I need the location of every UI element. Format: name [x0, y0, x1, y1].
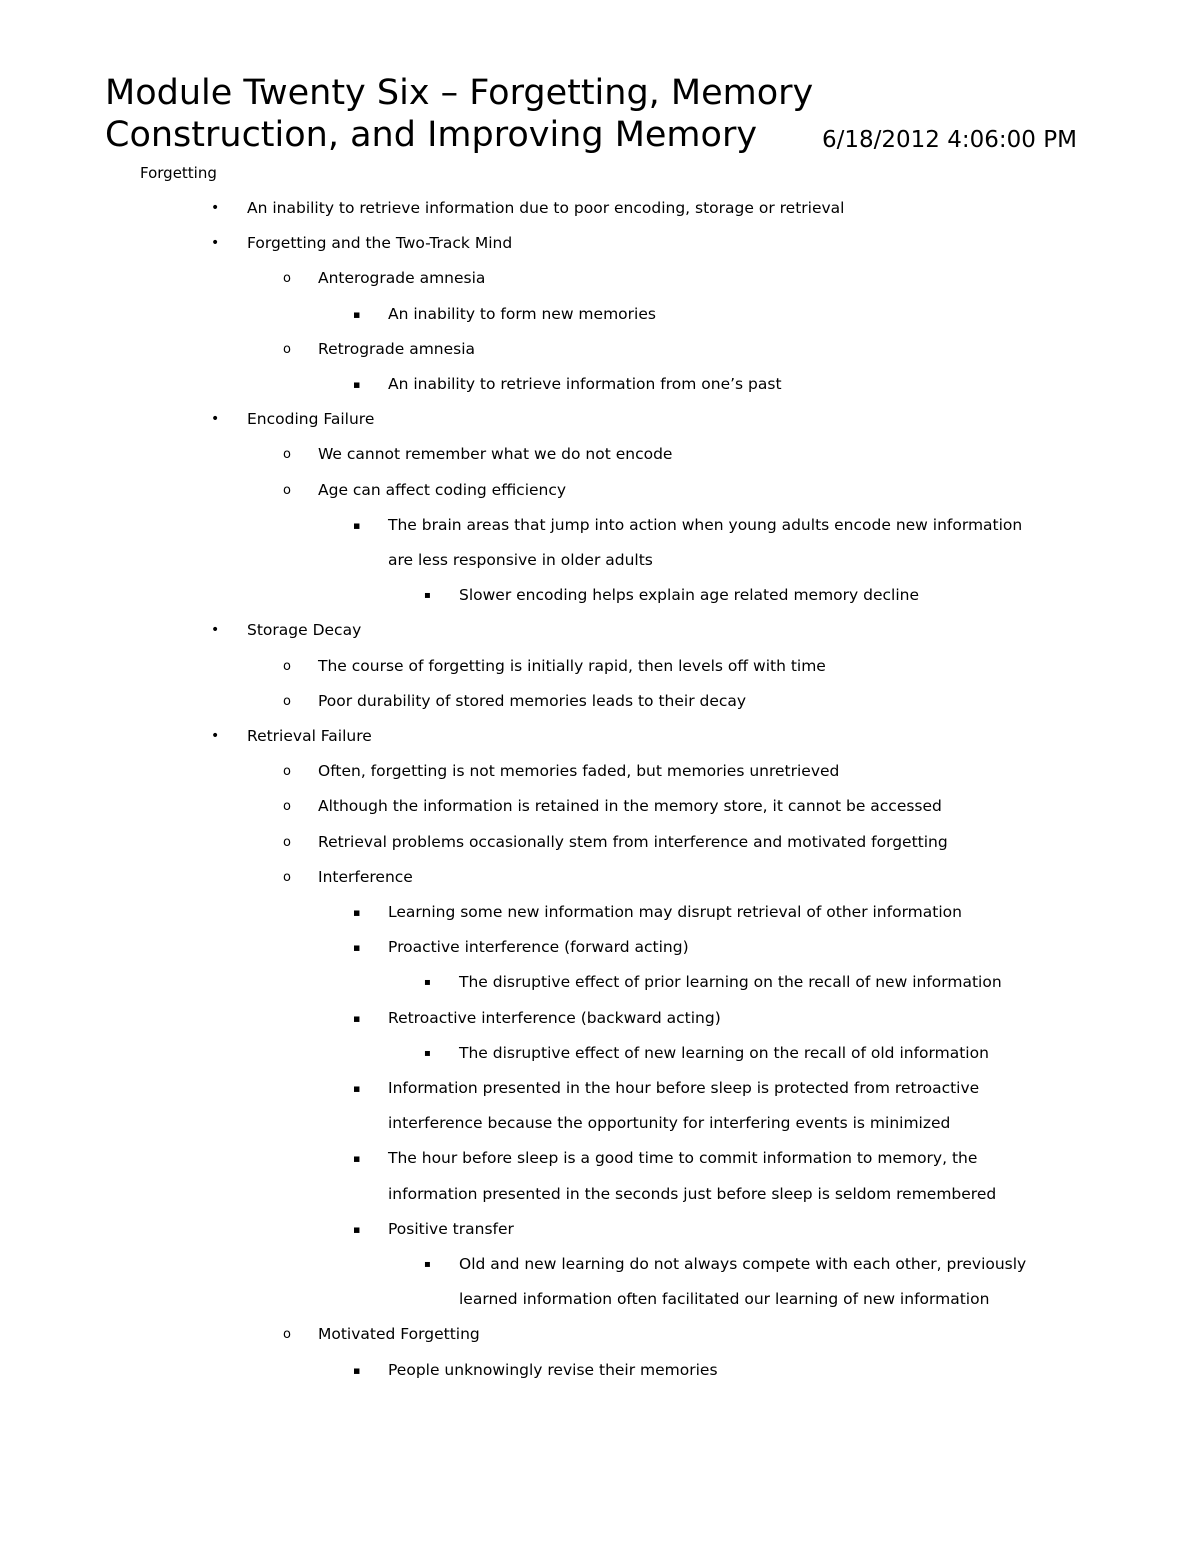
bullet-marker: o: [283, 1327, 291, 1343]
bullet-marker: o: [283, 834, 291, 850]
outline-item-text: Retrograde amnesia: [318, 339, 476, 358]
outline-item-text: Learning some new information may disrupt retrieval of other information: [388, 903, 962, 921]
outline-item-text: interference because the opportunity for interfering events is minimized: [388, 1114, 951, 1133]
outline-item-text: An inability to form new memories: [388, 304, 656, 323]
outline-item-text: Although the information is retained in the memory store, it cannot be accessed: [318, 797, 942, 816]
bullet-marker: o: [283, 799, 291, 815]
bullet-marker: ▪: [353, 1082, 361, 1095]
outline-item-text: learned information often facilitated our learning of new information: [459, 1290, 990, 1309]
outline-item-text: Retroactive interference (backward acting): [388, 1008, 721, 1027]
outline-item-text: The brain areas that jump into action when young adults encode new information: [388, 515, 1023, 534]
bullet-marker: ▪: [353, 378, 361, 391]
outline-item-text: We cannot remember what we do not encode: [318, 445, 673, 464]
bullet-marker: o: [283, 869, 291, 885]
outline-item-text: The disruptive effect of prior learning on the recall of new information: [459, 973, 1002, 992]
outline-item-text: Proactive interference (forward acting): [388, 938, 689, 957]
outline-item-text: An inability to retrieve information from one’s past: [388, 375, 782, 393]
outline-item-text: The course of forgetting is initially rapid, then levels off with time: [318, 656, 826, 675]
outline-item-text: Storage Decay: [247, 621, 362, 640]
bullet-marker: ▪: [353, 1363, 361, 1377]
outline-item-text: Age can affect coding efficiency: [318, 480, 567, 499]
outline-item-text: Information presented in the hour before sleep is protected from retroactive: [388, 1079, 980, 1097]
outline-item-text: Retrieval Failure: [247, 727, 372, 745]
bullet-marker: o: [283, 693, 291, 709]
outline-item-text: An inability to retrieve information due to poor encoding, storage or retrieval: [247, 199, 845, 217]
bullet-marker: •: [211, 411, 220, 428]
bullet-marker: ▪: [424, 1259, 431, 1270]
bullet-marker: ▪: [353, 941, 361, 955]
outline-item-text: Anterograde amnesia: [318, 269, 486, 288]
outline-item-text: The disruptive effect of new learning on the recall of old information: [459, 1043, 989, 1062]
bullet-marker: o: [283, 271, 291, 287]
outline-item-text: People unknowingly revise their memories: [388, 1360, 718, 1379]
bullet-marker: ▪: [353, 1222, 361, 1236]
outline-item-text: Often, forgetting is not memories faded, but memories unretrieved: [318, 762, 840, 781]
outline-item-text: Forgetting and the Two-Track Mind: [247, 234, 513, 253]
bullet-marker: •: [211, 200, 220, 216]
bullet-marker: ▪: [353, 518, 361, 532]
bullet-marker: ▪: [353, 906, 361, 919]
section-heading: Forgetting: [140, 164, 217, 182]
bullet-marker: o: [283, 764, 291, 780]
bullet-marker: o: [283, 447, 291, 463]
bullet-marker: ▪: [353, 1011, 361, 1025]
bullet-marker: •: [211, 235, 220, 252]
bullet-marker: ▪: [353, 307, 361, 321]
bullet-marker: •: [211, 728, 220, 744]
outline-item-text: Poor durability of stored memories leads to their decay: [318, 691, 747, 710]
outline-item-text: The hour before sleep is a good time to commit information to memory, the: [388, 1149, 978, 1168]
outline-item-text: Positive transfer: [388, 1219, 514, 1238]
outline-item-text: are less responsive in older adults: [388, 551, 653, 569]
outline-item-text: Slower encoding helps explain age related memory decline: [459, 586, 919, 605]
bullet-marker: •: [211, 622, 220, 639]
bullet-marker: o: [283, 482, 291, 498]
bullet-marker: ▪: [424, 1047, 431, 1059]
title-line-1: Module Twenty Six – Forgetting, Memory: [105, 73, 814, 113]
outline-item-text: Motivated Forgetting: [318, 1325, 480, 1344]
bullet-marker: ▪: [424, 590, 431, 602]
outline-item-text: Encoding Failure: [247, 410, 375, 429]
bullet-marker: o: [283, 658, 291, 674]
outline-item-text: information presented in the seconds just before sleep is seldom remembered: [388, 1184, 997, 1203]
document-timestamp: 6/18/2012 4:06:00 PM: [822, 127, 1077, 153]
bullet-marker: ▪: [424, 977, 431, 989]
outline-item-text: Retrieval problems occasionally stem from interference and motivated forgetting: [318, 832, 948, 851]
bullet-marker: ▪: [353, 1152, 361, 1166]
bullet-marker: o: [283, 341, 291, 357]
outline-item-text: Old and new learning do not always compete with each other, previously: [459, 1255, 1027, 1273]
title-line-2: Construction, and Improving Memory: [105, 115, 758, 155]
outline-item-text: Interference: [318, 867, 413, 886]
